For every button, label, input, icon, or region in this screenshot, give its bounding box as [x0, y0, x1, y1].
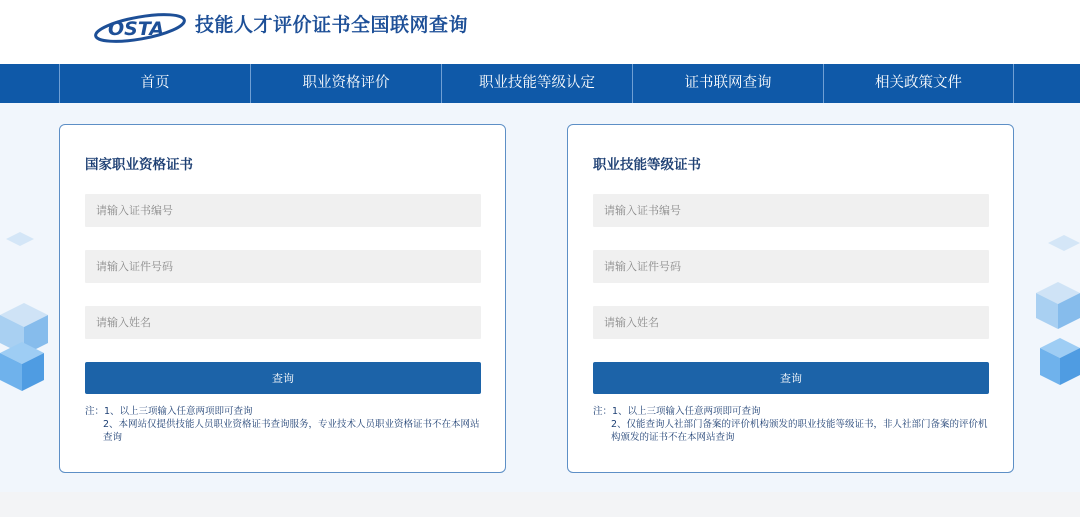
query-button[interactable]: 查询: [593, 362, 989, 394]
logo-text: OSTA: [108, 18, 165, 40]
note-line-1: 注：1、以上三项输入任意两项即可查询: [593, 406, 761, 417]
nav-item-skill-level-certification[interactable]: 职业技能等级认定: [441, 64, 632, 103]
osta-logo-icon[interactable]: [92, 8, 188, 46]
query-notes: [593, 405, 993, 444]
nav-item-certificate-query[interactable]: 证书联网查询: [632, 64, 823, 103]
nav-item-qualification-evaluation[interactable]: 职业资格评价: [250, 64, 441, 103]
qualification-certificate-card: [59, 124, 506, 473]
note-line-2: 2、仅能查询人社部门备案的评价机构颁发的职业技能等级证书，非人社部门备案的评价机构颁发的证书不在本网站查询: [611, 419, 988, 443]
main-nav: [0, 64, 1080, 103]
certificate-number-input[interactable]: [593, 194, 989, 227]
skill-level-certificate-card: [567, 124, 1014, 473]
note-line-2: 2、本网站仅提供技能人员职业资格证书查询服务，专业技术人员职业资格证书不在本网站查询: [103, 419, 480, 443]
footer-band: [0, 492, 1080, 517]
decorative-cubes-left: [0, 223, 62, 413]
nav-item-policy-documents[interactable]: 相关政策文件: [823, 64, 1014, 103]
nav-item-home[interactable]: 首页: [59, 64, 250, 103]
header: [0, 0, 1080, 64]
query-notes: [85, 405, 485, 444]
query-button[interactable]: 查询: [85, 362, 481, 394]
certificate-number-input[interactable]: [85, 194, 481, 227]
card-title: 职业技能等级证书: [593, 157, 701, 173]
name-input[interactable]: [85, 306, 481, 339]
id-number-input[interactable]: [85, 250, 481, 283]
id-number-input[interactable]: [593, 250, 989, 283]
card-title: 国家职业资格证书: [85, 157, 193, 173]
note-line-1: 注：1、以上三项输入任意两项即可查询: [85, 406, 253, 417]
decorative-cubes-right: [1018, 223, 1080, 413]
site-title: 技能人才评价证书全国联网查询: [195, 14, 469, 36]
name-input[interactable]: [593, 306, 989, 339]
